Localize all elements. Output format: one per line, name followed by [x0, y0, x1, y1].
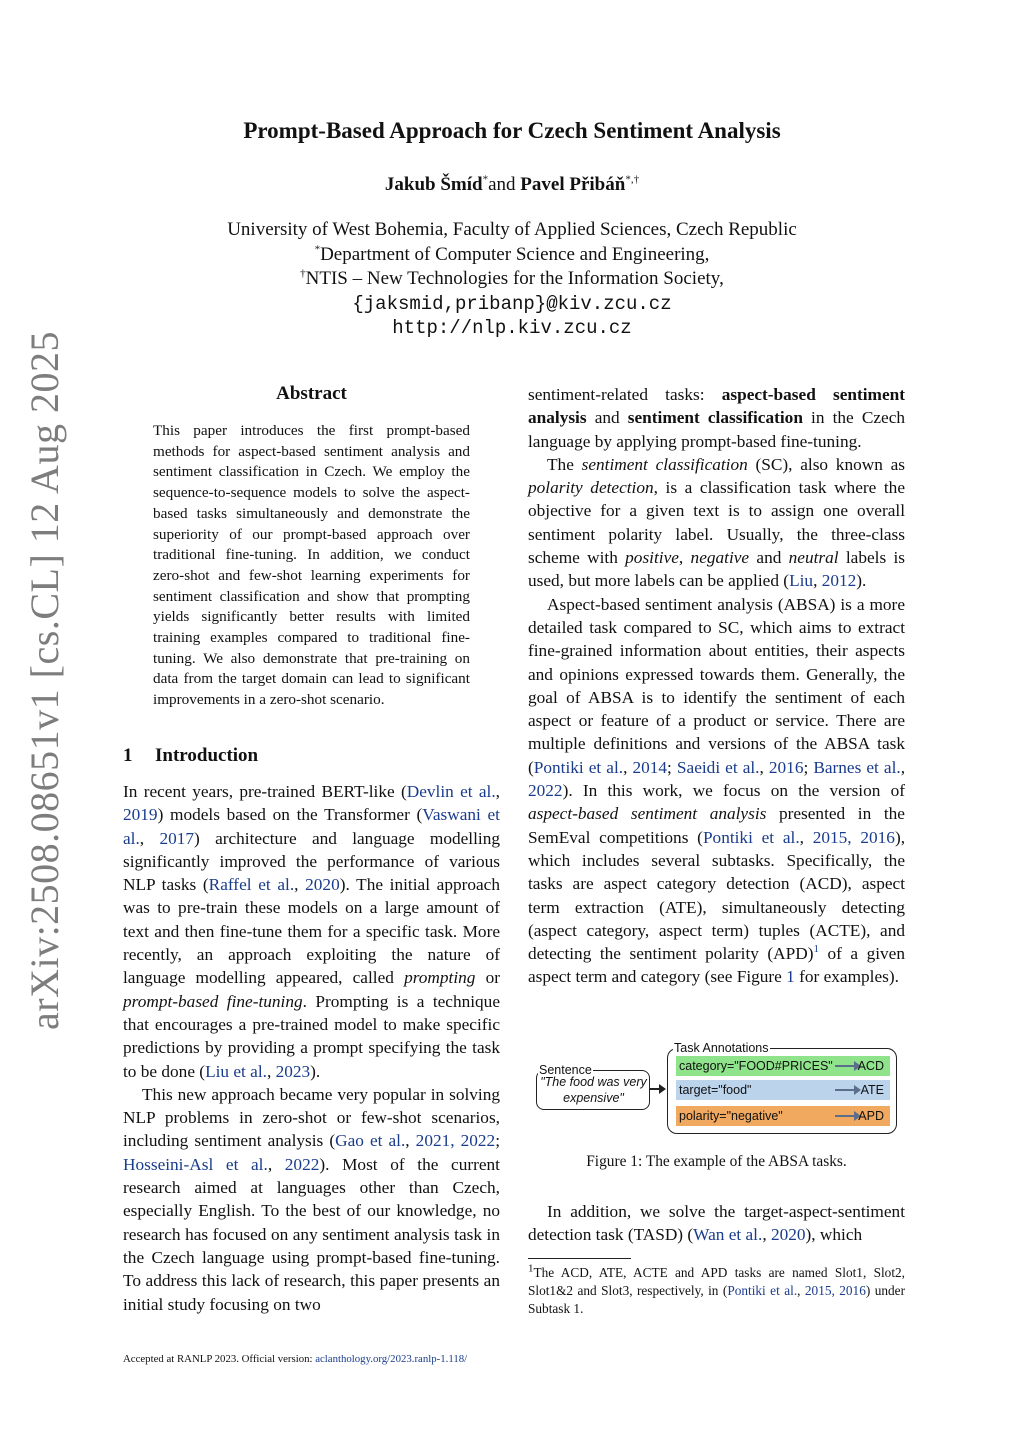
- citation-link[interactable]: 2019: [123, 805, 158, 825]
- citation-link[interactable]: 2020: [305, 875, 340, 895]
- right-column-continued: [528, 1200, 905, 1247]
- citation-link[interactable]: 2020: [770, 1225, 806, 1245]
- citation-link[interactable]: 2023: [275, 1061, 311, 1081]
- annotation-row-acd: [676, 1056, 890, 1076]
- right-column: [528, 383, 905, 989]
- arrow-icon: [650, 1088, 664, 1090]
- paragraph: Aspect-based sentiment analysis (ABSA) is a more detailed task compared to SC, which aims to extract fine-grained information about entities, their aspects and opinions expressed towards them. Generally, the goal of ABSA is to identify the sentiment of each aspect or feature of a product or service. There are multiple definitions and versions of the ABSA task (Pontiki et al., 2014; Saeidi et al., 2016; Barnes et al., 2022). In this work, we focus on the version of aspect-based sentiment analysis presented in the SemEval competitions (Pontiki et al., 2015, 2016), which includes several subtasks. Specifically, the tasks are aspect category detection (ACD), aspect term extraction (ATE), simultaneously detecting (aspect category, aspect term) tuples (ACTE), and detecting the sentiment polarity (APD)$^1$ of a given aspect term and category (see Figure 1 for examples).: [528, 594, 906, 987]
- arrow-icon: [835, 1115, 859, 1117]
- section-title: Introduction: [155, 745, 259, 766]
- annotation-label: target="food": [679, 1083, 752, 1097]
- annotation-label: polarity="negative": [679, 1109, 783, 1123]
- citation-link[interactable]: 2015, 2016: [804, 1283, 866, 1298]
- citation-link[interactable]: Pontiki et al.: [533, 757, 624, 777]
- sentence-text: "The food was very expensive": [540, 1075, 647, 1105]
- author-list: [0, 174, 1024, 196]
- arrow-icon: [835, 1065, 859, 1067]
- affiliation-line: †NTIS – New Technologies for the Information Society,: [300, 267, 724, 289]
- arxiv-identifier: arXiv:2508.08651v1 [cs.CL] 12 Aug 2025: [22, 331, 67, 1030]
- website-url[interactable]: http://nlp.kiv.zcu.cz: [392, 317, 632, 339]
- citation-link[interactable]: 2022: [528, 781, 563, 801]
- email-address: {jaksmid,pribanp}@kiv.zcu.cz: [352, 292, 672, 315]
- paragraph: sentiment-related tasks: aspect-based sentiment analysis and sentiment classification in the Czech language by applying prompt-based fine-tuning.: [528, 385, 906, 451]
- affiliation-mark: *: [314, 243, 321, 256]
- citation-link[interactable]: 2021, 2022: [415, 1131, 496, 1151]
- author-name: Jakub Šmíd: [384, 174, 483, 195]
- paper-title: Prompt-Based Approach for Czech Sentiment Analysis: [243, 118, 781, 143]
- annotation-label: category="FOOD#PRICES": [679, 1059, 833, 1073]
- abstract-heading: Abstract: [276, 383, 347, 404]
- task-name: APD: [858, 1109, 884, 1123]
- figure-absa-tasks: [528, 1040, 905, 1140]
- citation-link[interactable]: 2012: [821, 571, 857, 591]
- official-version-link[interactable]: aclanthology.org/2023.ranlp-1.118/: [315, 1353, 468, 1365]
- citation-link[interactable]: Hosseini-Asl et al.: [123, 1154, 268, 1174]
- publication-note: Accepted at RANLP 2023. Official version: aclanthology.org/2023.ranlp-1.118/: [123, 1353, 468, 1365]
- citation-link[interactable]: 2014: [632, 757, 668, 777]
- citation-link[interactable]: Liu: [789, 571, 814, 591]
- affiliation-line: *Department of Computer Science and Engineering,: [314, 243, 710, 265]
- figure-caption: Figure 1: The example of the ABSA tasks.: [586, 1153, 847, 1170]
- citation-link[interactable]: 2017: [159, 828, 194, 848]
- citation-link[interactable]: Pontiki et al.: [727, 1283, 798, 1298]
- annotations-label: Task Annotations: [674, 1041, 769, 1055]
- citation-link[interactable]: Liu et al.: [205, 1061, 267, 1081]
- citation-link[interactable]: Devlin et al.: [406, 782, 496, 801]
- affiliations: [0, 218, 1024, 341]
- left-column: [123, 780, 500, 1316]
- citation-link[interactable]: Raffel et al.: [208, 875, 295, 895]
- citation-link[interactable]: Barnes et al.: [813, 757, 901, 777]
- arrow-icon: [835, 1089, 859, 1091]
- task-name: ACD: [857, 1059, 884, 1073]
- section-heading-introduction: [123, 745, 258, 767]
- paragraph: This new approach became very popular in solving NLP problems in zero-shot or few-shot scenarios, including sentiment analysis (Gao et al., 2021, 2022; Hosseini-Asl et al., 2022). Most of the current research aimed at languages other than Czech, especially English. To the best of our knowledge, no research has focused on any sentiment analysis task in the Czech language using prompt-based fine-tuning. To address this lack of research, this paper presents an initial study focusing on two: [123, 1084, 500, 1314]
- citation-link[interactable]: 2016: [768, 757, 804, 777]
- figure-ref[interactable]: 1: [786, 967, 795, 987]
- abstract-text: This paper introduces the first prompt-based methods for aspect-based sentiment analysis and sentiment classification in Czech. We employ the sequence-to-sequence models to solve the aspect-based tasks simultaneously and demonstrate the superiority of our prompt-based approach over traditional fine-tuning. In addition, we conduct zero-shot and few-shot learning experiments for sentiment classification and show that prompting yields significantly better results with limited training examples compared to traditional fine-tuning. We also demonstrate that pre-training on data from the target domain can lead to significant improvements in a zero-shot scenario.: [153, 422, 470, 709]
- task-name: ATE: [860, 1083, 884, 1097]
- annotation-row-apd: [676, 1106, 890, 1126]
- citation-link[interactable]: Saeidi et al.: [676, 757, 760, 777]
- citation-link[interactable]: Gao et al.: [335, 1131, 406, 1151]
- paragraph: In addition, we solve the target-aspect-sentiment detection task (TASD) (Wan et al., 2020), which: [528, 1202, 905, 1245]
- paragraph: In recent years, pre-trained BERT-like (Devlin et al., 2019) models based on the Transformer (Vaswani et al., 2017) architecture and language modelling significantly improved the performance of various NLP tasks (Raffel et al., 2020). The initial approach was to pre-train these models on a large amount of text and then fine-tune them for a specific task. More recently, an approach exploiting the nature of language modelling appeared, called prompting or prompt-based fine-tuning. Prompting is a technique that encourages a pre-trained model to make specific predictions by providing a prompt specifying the task to be done (Liu et al., 2023).: [123, 782, 501, 1081]
- footnote-mark: 1: [528, 1262, 534, 1275]
- sentence-label: Sentence: [539, 1063, 592, 1077]
- citation-link[interactable]: 2022: [284, 1154, 320, 1174]
- author-mark: *: [482, 173, 489, 186]
- annotation-row-ate: [676, 1080, 890, 1100]
- citation-link[interactable]: Wan et al.: [693, 1225, 763, 1245]
- section-number: 1: [123, 745, 133, 766]
- affiliation-mark: †: [300, 267, 306, 280]
- author-name: Pavel Přibáň: [520, 174, 626, 195]
- citation-link[interactable]: Vaswani et al.: [123, 805, 500, 848]
- footnote: $^1$The ACD, ATE, ACTE and APD tasks are named Slot1, Slot2, Slot1&2 and Slot3, respectively, in (Pontiki et al., 2015, 2016) under Subtask 1.: [528, 1262, 905, 1316]
- citation-link[interactable]: 2015, 2016: [812, 827, 895, 847]
- footnote-divider: [528, 1258, 631, 1259]
- footnote-ref[interactable]: 1: [813, 943, 820, 956]
- author-mark: *,†: [625, 173, 640, 186]
- author-conj: and: [488, 174, 516, 195]
- affiliation-line: University of West Bohemia, Faculty of Applied Sciences, Czech Republic: [227, 219, 797, 240]
- citation-link[interactable]: Pontiki et al.: [702, 827, 800, 847]
- paragraph: The sentiment classification (SC), also known as polarity detection, is a classification task where the objective for a given text is to assign one overall sentiment polarity label. Usually, the three-class scheme with positive, negative and neutral labels is used, but more labels can be applied (Liu, 2012).: [528, 454, 906, 591]
